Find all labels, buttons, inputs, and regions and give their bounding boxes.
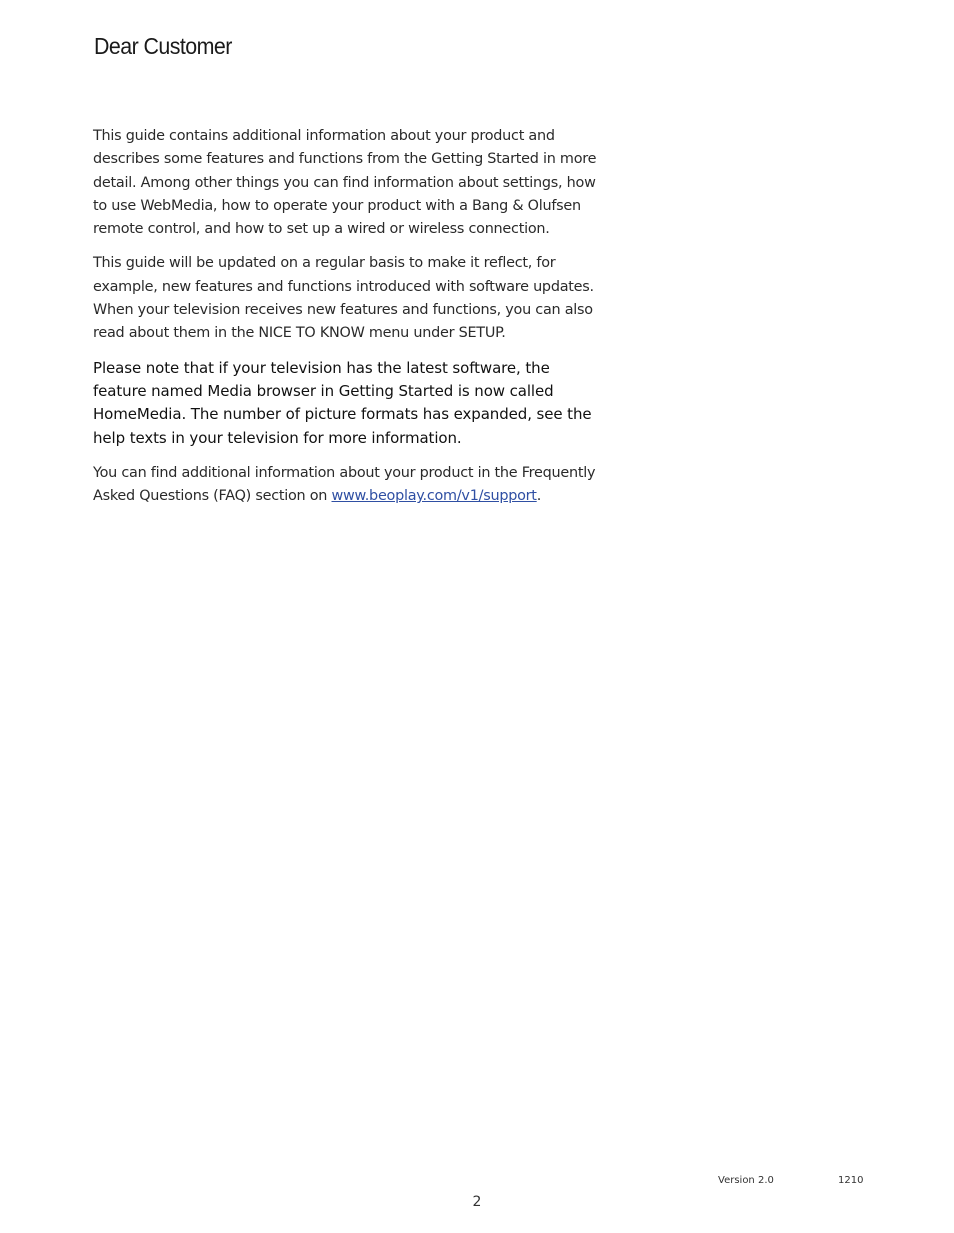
faq-text: You can find additional information about your product in the Frequently Asked Questions (FAQ) section on (93, 464, 596, 505)
software-note-paragraph: Please note that if your television has the latest software, the feature named Media browser in Getting Started is now called HomeMedia. The number of picture formats has expanded, see the help texts in your television for more information. (93, 358, 592, 447)
page-title: Dear Customer (94, 33, 232, 59)
faq-text-end: . (536, 488, 542, 505)
updates-paragraph: This guide will be updated on a regular basis to make it reflect, for example, new features and functions introduced with software updates. When your television receives new features and functions, you can also read about them in the NICE TO KNOW menu under SETUP. (93, 255, 594, 342)
footer-code: 1210 (838, 1175, 864, 1186)
document-body (93, 125, 603, 519)
faq-paragraph (93, 462, 603, 509)
page-number: 2 (472, 1194, 482, 1210)
footer-version: Version 2.0 (718, 1175, 774, 1186)
support-link[interactable]: www.beoplay.com/v1/support (331, 488, 537, 505)
intro-paragraph: This guide contains additional information about your product and describes some features and functions from the Getting Started in more detail. Among other things you can find information about settings, how to use WebMedia, how to operate your product with a Bang & Olufsen remote control, and how to set up a wired or wireless connection. (93, 128, 597, 238)
